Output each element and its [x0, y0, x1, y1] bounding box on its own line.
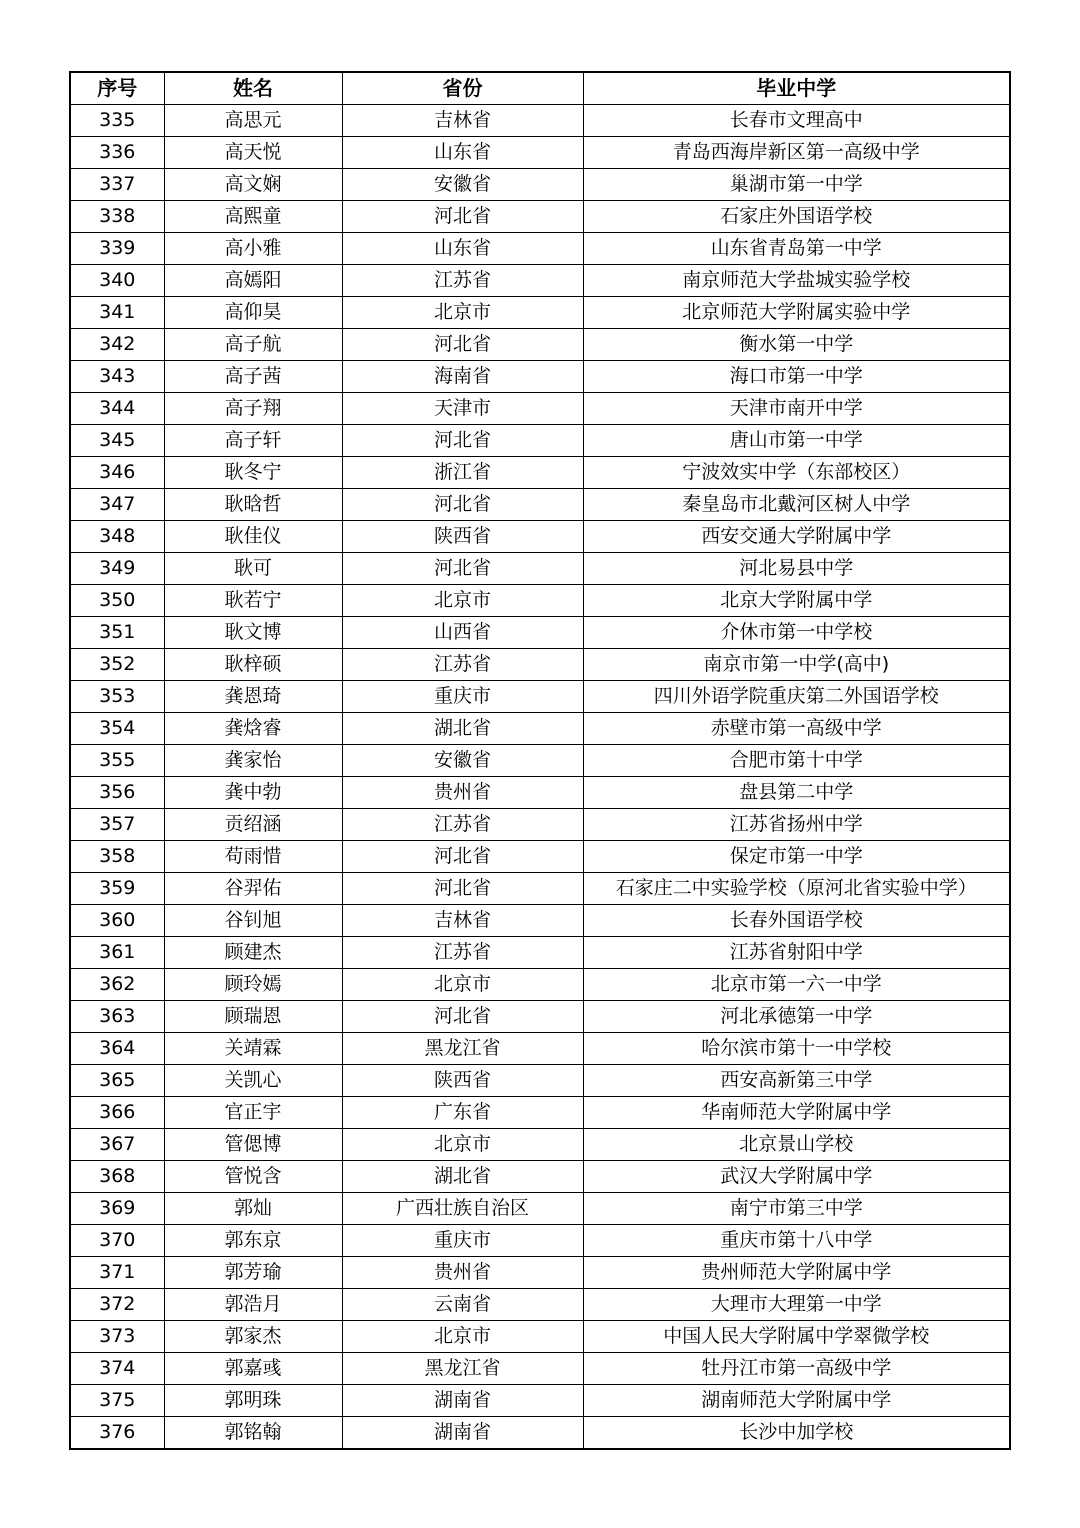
table-row [70, 905, 1010, 937]
cell-number: 335 [70, 105, 164, 137]
cell-name: 耿若宁 [164, 585, 342, 617]
cell-school: 武汉大学附属中学 [583, 1161, 1010, 1193]
cell-number: 370 [70, 1225, 164, 1257]
table-row [70, 1161, 1010, 1193]
cell-province: 河北省 [342, 553, 583, 585]
table-row [70, 1385, 1010, 1417]
cell-school: 石家庄二中实验学校（原河北省实验中学） [583, 873, 1010, 905]
cell-province: 河北省 [342, 329, 583, 361]
cell-name: 龚焓睿 [164, 713, 342, 745]
cell-school: 巢湖市第一中学 [583, 169, 1010, 201]
cell-number: 344 [70, 393, 164, 425]
cell-name: 龚恩琦 [164, 681, 342, 713]
cell-school: 江苏省射阳中学 [583, 937, 1010, 969]
cell-number: 346 [70, 457, 164, 489]
cell-school: 长春市文理高中 [583, 105, 1010, 137]
cell-school: 宁波效实中学（东部校区） [583, 457, 1010, 489]
cell-school: 保定市第一中学 [583, 841, 1010, 873]
cell-name: 谷钊旭 [164, 905, 342, 937]
cell-number: 353 [70, 681, 164, 713]
cell-province: 安徽省 [342, 745, 583, 777]
cell-province: 河北省 [342, 425, 583, 457]
cell-province: 湖南省 [342, 1385, 583, 1417]
cell-province: 江苏省 [342, 937, 583, 969]
cell-school: 北京景山学校 [583, 1129, 1010, 1161]
cell-school: 唐山市第一中学 [583, 425, 1010, 457]
cell-name: 耿冬宁 [164, 457, 342, 489]
cell-school: 天津市南开中学 [583, 393, 1010, 425]
table-row [70, 1353, 1010, 1385]
cell-province: 山东省 [342, 233, 583, 265]
cell-province: 北京市 [342, 585, 583, 617]
cell-province: 贵州省 [342, 777, 583, 809]
cell-name: 耿梓硕 [164, 649, 342, 681]
cell-province: 湖北省 [342, 713, 583, 745]
cell-name: 高子茜 [164, 361, 342, 393]
cell-school: 海口市第一中学 [583, 361, 1010, 393]
table-row [70, 617, 1010, 649]
cell-school: 山东省青岛第一中学 [583, 233, 1010, 265]
cell-school: 介休市第一中学校 [583, 617, 1010, 649]
table-row [70, 1097, 1010, 1129]
table-row [70, 1129, 1010, 1161]
cell-number: 363 [70, 1001, 164, 1033]
cell-province: 河北省 [342, 489, 583, 521]
cell-number: 342 [70, 329, 164, 361]
cell-name: 贡绍涵 [164, 809, 342, 841]
cell-number: 338 [70, 201, 164, 233]
cell-number: 371 [70, 1257, 164, 1289]
cell-number: 345 [70, 425, 164, 457]
cell-number: 349 [70, 553, 164, 585]
cell-number: 367 [70, 1129, 164, 1161]
header-row [70, 72, 1010, 105]
cell-number: 350 [70, 585, 164, 617]
cell-number: 336 [70, 137, 164, 169]
cell-province: 广东省 [342, 1097, 583, 1129]
cell-name: 郭铭翰 [164, 1417, 342, 1450]
cell-number: 343 [70, 361, 164, 393]
cell-school: 秦皇岛市北戴河区树人中学 [583, 489, 1010, 521]
cell-name: 高文娴 [164, 169, 342, 201]
cell-number: 362 [70, 969, 164, 1001]
table-row [70, 969, 1010, 1001]
cell-number: 347 [70, 489, 164, 521]
cell-number: 354 [70, 713, 164, 745]
table-row [70, 713, 1010, 745]
cell-number: 359 [70, 873, 164, 905]
cell-number: 368 [70, 1161, 164, 1193]
cell-province: 北京市 [342, 969, 583, 1001]
cell-number: 341 [70, 297, 164, 329]
cell-number: 365 [70, 1065, 164, 1097]
table-row [70, 1065, 1010, 1097]
cell-name: 高子航 [164, 329, 342, 361]
cell-number: 337 [70, 169, 164, 201]
cell-school: 长沙中加学校 [583, 1417, 1010, 1450]
cell-school: 大理市大理第一中学 [583, 1289, 1010, 1321]
cell-name: 龚中勃 [164, 777, 342, 809]
cell-province: 重庆市 [342, 681, 583, 713]
table-row [70, 489, 1010, 521]
table-row [70, 1289, 1010, 1321]
cell-province: 海南省 [342, 361, 583, 393]
cell-name: 高子轩 [164, 425, 342, 457]
cell-name: 苟雨惜 [164, 841, 342, 873]
cell-name: 郭明珠 [164, 1385, 342, 1417]
cell-school: 北京市第一六一中学 [583, 969, 1010, 1001]
cell-name: 关凯心 [164, 1065, 342, 1097]
cell-name: 高小雅 [164, 233, 342, 265]
cell-number: 376 [70, 1417, 164, 1450]
cell-school: 北京大学附属中学 [583, 585, 1010, 617]
cell-school: 西安高新第三中学 [583, 1065, 1010, 1097]
table-row [70, 777, 1010, 809]
cell-name: 郭灿 [164, 1193, 342, 1225]
table-row [70, 297, 1010, 329]
table-row [70, 137, 1010, 169]
table-row [70, 265, 1010, 297]
cell-name: 高仰昊 [164, 297, 342, 329]
cell-school: 南宁市第三中学 [583, 1193, 1010, 1225]
cell-number: 373 [70, 1321, 164, 1353]
cell-name: 耿文博 [164, 617, 342, 649]
table-row [70, 329, 1010, 361]
table-row [70, 1225, 1010, 1257]
table-row [70, 937, 1010, 969]
cell-province: 云南省 [342, 1289, 583, 1321]
cell-number: 374 [70, 1353, 164, 1385]
cell-number: 355 [70, 745, 164, 777]
cell-province: 江苏省 [342, 649, 583, 681]
table-body [70, 105, 1010, 1450]
cell-number: 357 [70, 809, 164, 841]
cell-school: 湖南师范大学附属中学 [583, 1385, 1010, 1417]
cell-name: 高天悦 [164, 137, 342, 169]
cell-number: 348 [70, 521, 164, 553]
cell-province: 广西壮族自治区 [342, 1193, 583, 1225]
column-header-number: 序号 [70, 72, 164, 105]
cell-school: 贵州师范大学附属中学 [583, 1257, 1010, 1289]
table-row [70, 1257, 1010, 1289]
column-header-name: 姓名 [164, 72, 342, 105]
table-row [70, 105, 1010, 137]
cell-name: 高思元 [164, 105, 342, 137]
cell-name: 官正宇 [164, 1097, 342, 1129]
cell-name: 高熙童 [164, 201, 342, 233]
table-row [70, 873, 1010, 905]
cell-school: 衡水第一中学 [583, 329, 1010, 361]
table-row [70, 457, 1010, 489]
cell-name: 耿晗哲 [164, 489, 342, 521]
cell-province: 黑龙江省 [342, 1033, 583, 1065]
table-row [70, 393, 1010, 425]
cell-school: 华南师范大学附属中学 [583, 1097, 1010, 1129]
cell-name: 谷羿佑 [164, 873, 342, 905]
cell-name: 郭家杰 [164, 1321, 342, 1353]
cell-name: 郭浩月 [164, 1289, 342, 1321]
table-row [70, 1001, 1010, 1033]
table-row [70, 745, 1010, 777]
cell-province: 重庆市 [342, 1225, 583, 1257]
cell-province: 山西省 [342, 617, 583, 649]
table-row [70, 361, 1010, 393]
cell-name: 郭嘉彧 [164, 1353, 342, 1385]
cell-name: 管悦含 [164, 1161, 342, 1193]
table-row [70, 201, 1010, 233]
cell-school: 南京市第一中学(高中) [583, 649, 1010, 681]
cell-number: 364 [70, 1033, 164, 1065]
table-row [70, 1321, 1010, 1353]
cell-province: 北京市 [342, 297, 583, 329]
column-header-school: 毕业中学 [583, 72, 1010, 105]
cell-province: 陕西省 [342, 1065, 583, 1097]
cell-province: 江苏省 [342, 265, 583, 297]
cell-school: 西安交通大学附属中学 [583, 521, 1010, 553]
cell-name: 郭东京 [164, 1225, 342, 1257]
cell-number: 352 [70, 649, 164, 681]
cell-school: 江苏省扬州中学 [583, 809, 1010, 841]
cell-province: 河北省 [342, 873, 583, 905]
cell-province: 河北省 [342, 841, 583, 873]
cell-name: 龚家怡 [164, 745, 342, 777]
cell-school: 石家庄外国语学校 [583, 201, 1010, 233]
table-row [70, 521, 1010, 553]
table-row [70, 809, 1010, 841]
table-row [70, 585, 1010, 617]
cell-province: 北京市 [342, 1321, 583, 1353]
cell-school: 哈尔滨市第十一中学校 [583, 1033, 1010, 1065]
table-row [70, 649, 1010, 681]
cell-school: 牡丹江市第一高级中学 [583, 1353, 1010, 1385]
cell-province: 吉林省 [342, 905, 583, 937]
cell-number: 369 [70, 1193, 164, 1225]
cell-number: 372 [70, 1289, 164, 1321]
cell-province: 天津市 [342, 393, 583, 425]
table-row [70, 1417, 1010, 1450]
table-row [70, 681, 1010, 713]
cell-province: 吉林省 [342, 105, 583, 137]
cell-school: 河北承德第一中学 [583, 1001, 1010, 1033]
cell-name: 高子翔 [164, 393, 342, 425]
cell-school: 赤壁市第一高级中学 [583, 713, 1010, 745]
cell-province: 河北省 [342, 1001, 583, 1033]
cell-name: 耿佳仪 [164, 521, 342, 553]
table-header [70, 72, 1010, 105]
cell-school: 青岛西海岸新区第一高级中学 [583, 137, 1010, 169]
table-row [70, 553, 1010, 585]
cell-school: 四川外语学院重庆第二外国语学校 [583, 681, 1010, 713]
column-header-province: 省份 [342, 72, 583, 105]
cell-school: 中国人民大学附属中学翠微学校 [583, 1321, 1010, 1353]
cell-name: 顾玲嫣 [164, 969, 342, 1001]
cell-province: 黑龙江省 [342, 1353, 583, 1385]
cell-number: 340 [70, 265, 164, 297]
cell-province: 河北省 [342, 201, 583, 233]
cell-school: 合肥市第十中学 [583, 745, 1010, 777]
cell-school: 南京师范大学盐城实验学校 [583, 265, 1010, 297]
cell-number: 339 [70, 233, 164, 265]
cell-province: 北京市 [342, 1129, 583, 1161]
table-row [70, 425, 1010, 457]
table-row [70, 1193, 1010, 1225]
cell-number: 361 [70, 937, 164, 969]
cell-province: 浙江省 [342, 457, 583, 489]
cell-name: 郭芳瑜 [164, 1257, 342, 1289]
cell-number: 358 [70, 841, 164, 873]
cell-province: 江苏省 [342, 809, 583, 841]
cell-school: 重庆市第十八中学 [583, 1225, 1010, 1257]
table-row [70, 1033, 1010, 1065]
cell-province: 湖南省 [342, 1417, 583, 1450]
cell-province: 安徽省 [342, 169, 583, 201]
cell-school: 河北易县中学 [583, 553, 1010, 585]
cell-province: 湖北省 [342, 1161, 583, 1193]
table-row [70, 841, 1010, 873]
table-row [70, 169, 1010, 201]
cell-number: 351 [70, 617, 164, 649]
cell-school: 长春外国语学校 [583, 905, 1010, 937]
cell-name: 管偲博 [164, 1129, 342, 1161]
cell-number: 366 [70, 1097, 164, 1129]
cell-number: 375 [70, 1385, 164, 1417]
cell-name: 高嫣阳 [164, 265, 342, 297]
cell-name: 耿可 [164, 553, 342, 585]
cell-province: 陕西省 [342, 521, 583, 553]
cell-number: 360 [70, 905, 164, 937]
cell-name: 关靖霖 [164, 1033, 342, 1065]
cell-province: 山东省 [342, 137, 583, 169]
student-roster-table [69, 71, 1011, 1450]
cell-name: 顾建杰 [164, 937, 342, 969]
cell-province: 贵州省 [342, 1257, 583, 1289]
cell-school: 北京师范大学附属实验中学 [583, 297, 1010, 329]
table-row [70, 233, 1010, 265]
cell-name: 顾瑞恩 [164, 1001, 342, 1033]
cell-number: 356 [70, 777, 164, 809]
cell-school: 盘县第二中学 [583, 777, 1010, 809]
